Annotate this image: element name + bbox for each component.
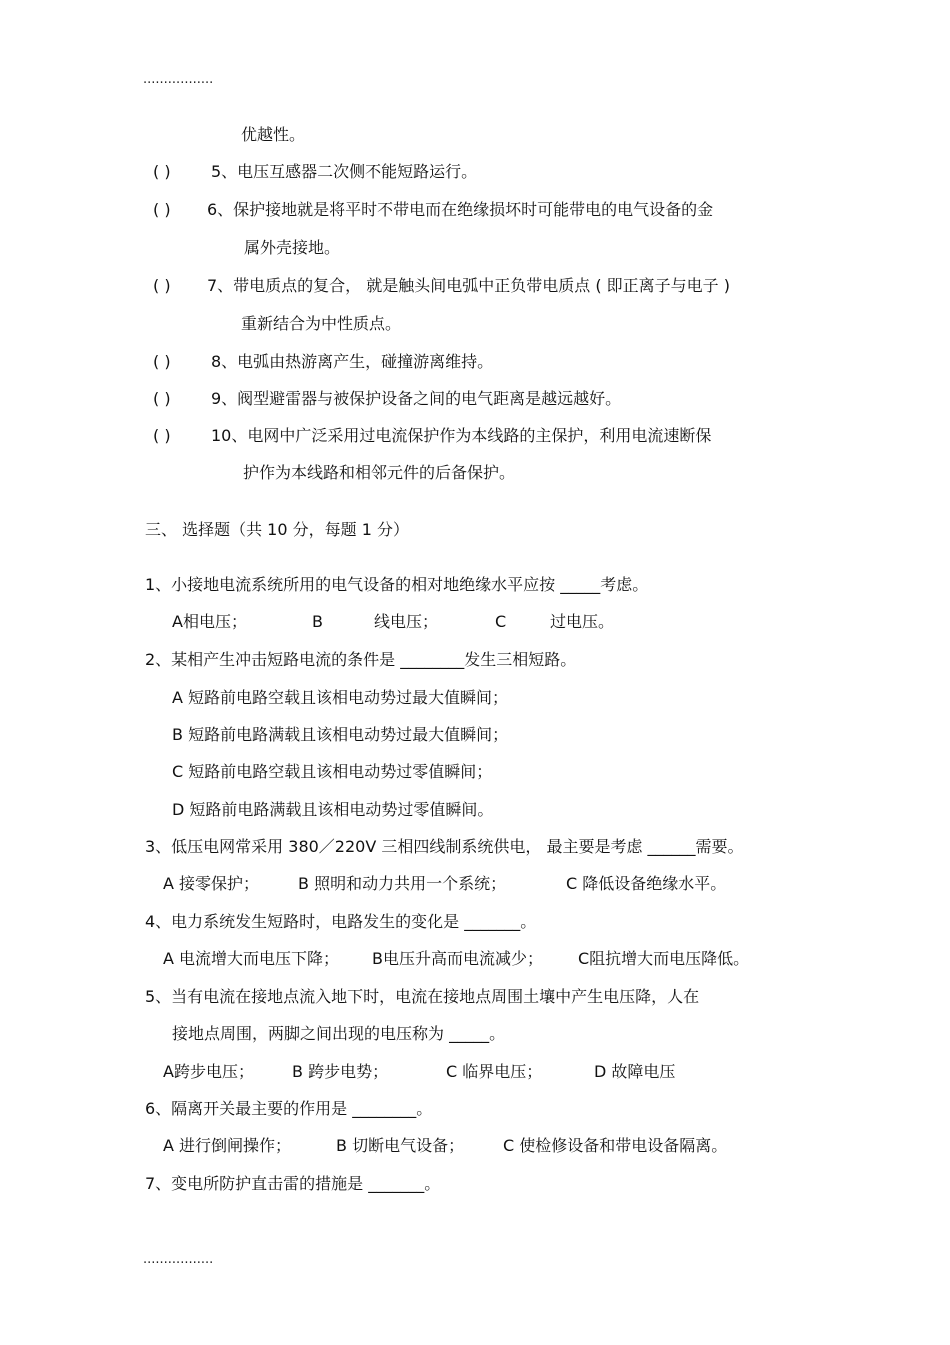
tf-item-text: 8、电弧由热游离产生，碰撞游离维持。 <box>211 352 494 371</box>
q1-option-c-letter: C <box>495 612 507 631</box>
tf-item-text: 6、保护接地就是将平时不带电而在绝缘损坏时可能带电的电气设备的金 <box>207 200 714 219</box>
q2-option-b: B 短路前电路满载且该相电动势过最大值瞬间； <box>172 725 509 744</box>
q5-option-d: D 故障电压 <box>594 1062 676 1081</box>
q5-option-a: A跨步电压； <box>163 1062 254 1081</box>
tf-item-continuation: 属外壳接地。 <box>244 238 341 257</box>
tf-item-text: 7、带电质点的复合， 就是触头间电弧中正负带电质点 ( 即正离子与电子 ) <box>207 276 731 295</box>
q2-option-c: C 短路前电路空载且该相电动势过零值瞬间； <box>172 762 493 781</box>
q2-option-d: D 短路前电路满载且该相电动势过零值瞬间。 <box>172 800 494 819</box>
q4-option-a: A 电流增大而电压下降； <box>163 949 340 968</box>
q3-option-b: B 照明和动力共用一个系统； <box>298 874 507 893</box>
answer-blank: ( ) <box>153 426 171 445</box>
q5-option-c: C 临界电压； <box>446 1062 543 1081</box>
q1-option-c: 过电压。 <box>550 612 615 631</box>
question-4: 4、电力系统发生短路时，电路发生的变化是 _______。 <box>145 912 537 931</box>
q3-option-a: A 接零保护； <box>163 874 260 893</box>
answer-blank: ( ) <box>153 389 171 408</box>
question-6: 6、隔离开关最主要的作用是 ________。 <box>145 1099 433 1118</box>
q1-option-b: 线电压； <box>374 612 439 631</box>
tf-item-text: 9、阀型避雷器与被保护设备之间的电气距离是越远越好。 <box>211 389 622 408</box>
answer-blank: ( ) <box>153 352 171 371</box>
q4-option-c: C阻抗增大而电压降低。 <box>578 949 750 968</box>
question-1: 1、小接地电流系统所用的电气设备的相对地绝缘水平应按 _____考虑。 <box>145 575 649 594</box>
tf-item-text: 5、电压互感器二次侧不能短路运行。 <box>211 162 478 181</box>
tf-item-continuation: 重新结合为中性质点。 <box>241 314 402 333</box>
answer-blank: ( ) <box>153 162 171 181</box>
item4-continuation: 优越性。 <box>241 125 306 144</box>
question-2: 2、某相产生冲击短路电流的条件是 ________发生三相短路。 <box>145 650 577 669</box>
q6-option-b: B 切断电气设备； <box>336 1136 465 1155</box>
question-5: 5、当有电流在接地点流入地下时，电流在接地点周围土壤中产生电压降，人在 <box>145 987 700 1006</box>
header-dots: ................. <box>143 72 214 87</box>
q6-option-c: C 使检修设备和带电设备隔离。 <box>503 1136 728 1155</box>
question-3: 3、低压电网常采用 380／220V 三相四线制系统供电， 最主要是考虑 ______需要。 <box>145 837 744 856</box>
tf-item-text: 10、电网中广泛采用过电流保护作为本线路的主保护，利用电流速断保 <box>211 426 712 445</box>
q6-option-a: A 进行倒闸操作； <box>163 1136 292 1155</box>
footer-dots: ................. <box>143 1252 214 1267</box>
tf-item-continuation: 护作为本线路和相邻元件的后备保护。 <box>243 463 516 482</box>
q1-option-a: A相电压； <box>172 612 247 631</box>
q1-option-b-letter: B <box>312 612 323 631</box>
question-7: 7、变电所防护直击雷的措施是 _______。 <box>145 1174 441 1193</box>
q5-option-b: B 跨步电势； <box>292 1062 389 1081</box>
q2-option-a: A 短路前电路空载且该相电动势过最大值瞬间； <box>172 688 509 707</box>
question-5-continuation: 接地点周围，两脚之间出现的电压称为 _____。 <box>172 1024 506 1043</box>
answer-blank: ( ) <box>153 276 171 295</box>
answer-blank: ( ) <box>153 200 171 219</box>
q4-option-b: B电压升高而电流减少； <box>372 949 543 968</box>
q3-option-c: C 降低设备绝缘水平。 <box>566 874 727 893</box>
section-heading: 三、 选择题（共 10 分，每题 1 分） <box>145 520 409 539</box>
